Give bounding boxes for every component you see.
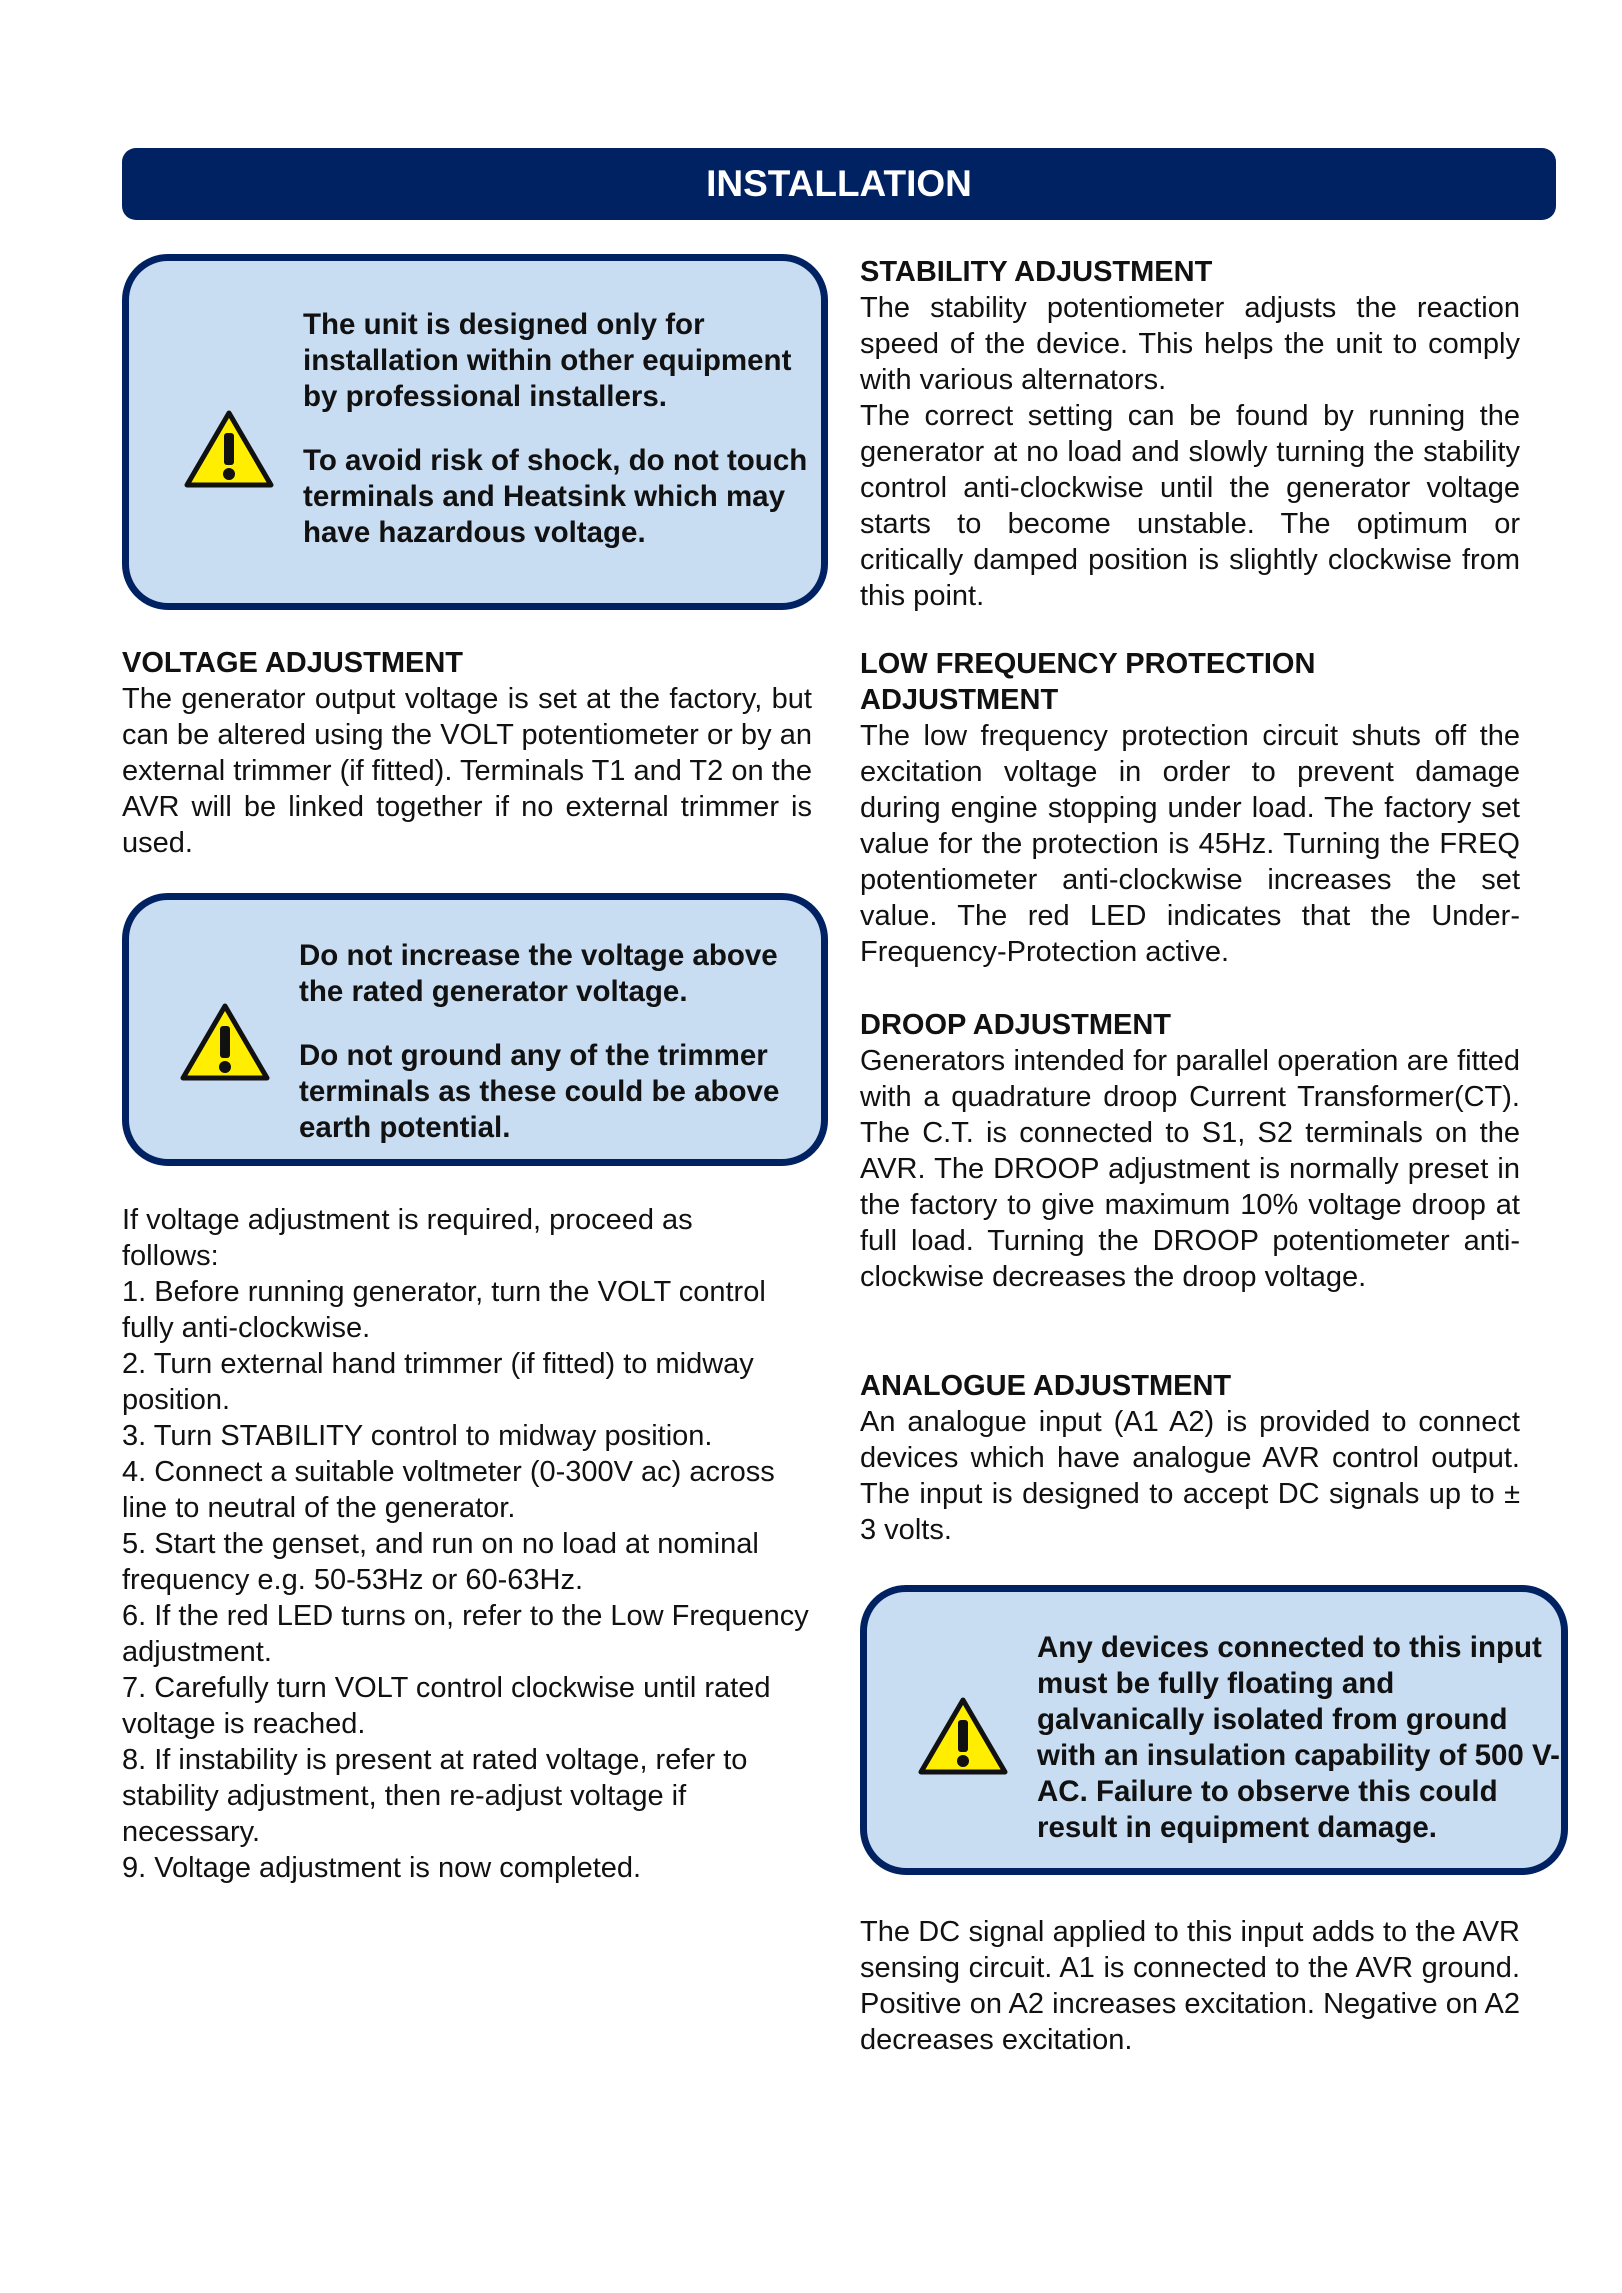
procedure-intro: If voltage adjustment is required, proceed as follows: xyxy=(122,1204,693,1272)
voltage-body: The generator output voltage is set at the factory, but can be altered using the VOLT potentiometer or by an external trimmer (if fitted). Terminals T1 and T2 on the AVR will be linked together if no external trimmer is used. xyxy=(122,683,812,859)
low-frequency-heading-line1: LOW FREQUENCY PROTECTION xyxy=(860,648,1316,680)
droop-body: Generators intended for parallel operation are fitted with a quadrature droop Current Transformer(CT). The C.T. is connected to S1, S2 terminals on the AVR. The DROOP adjustment is normally preset in the factory to give maximum 10% voltage droop at full load. Turning the DROOP potentiometer anti-clockwise decreases the droop voltage. xyxy=(860,1045,1520,1293)
procedure-steps xyxy=(122,1274,812,1886)
analogue-heading: ANALOGUE ADJUSTMENT xyxy=(860,1370,1232,1402)
procedure-step: 6. If the red LED turns on, refer to the Low Frequency adjustment. xyxy=(122,1600,809,1668)
warning-box-isolation xyxy=(860,1585,1568,1875)
warning-text-shock: To avoid risk of shock, do not touch terminals and Heatsink which may have hazardous voltage. xyxy=(303,444,808,549)
warning-text-ground-trimmer: Do not ground any of the trimmer terminals as these could be above earth potential. xyxy=(299,1039,780,1144)
low-frequency-heading-line2: ADJUSTMENT xyxy=(860,684,1059,716)
low-frequency-body: The low frequency protection circuit shuts off the excitation voltage in order to prevent damage during engine stopping under load. The factory set value for the protection is 45Hz. Turning the FREQ potentiometer anti-clockwise increases the set value. The red LED indicates that the Under-Frequency-Protection active. xyxy=(860,720,1520,968)
procedure-step: 7. Carefully turn VOLT control clockwise until rated voltage is reached. xyxy=(122,1672,771,1740)
page-title: INSTALLATION xyxy=(122,148,1556,220)
warning-text-rated-voltage: Do not increase the voltage above the rated generator voltage. xyxy=(299,939,778,1008)
warning-text-isolation: Any devices connected to this input must be fully floating and galvanically isolated from ground with an insulation capability of 500 V-AC. Failure to observe this could result in equipment damage. xyxy=(1037,1631,1560,1844)
dc-signal-body: The DC signal applied to this input adds to the AVR sensing circuit. A1 is connected to the AVR ground. Positive on A2 increases excitation. Negative on A2 decreases excitation. xyxy=(860,1916,1520,2056)
warning-triangle-icon xyxy=(183,409,275,489)
warning-triangle-icon xyxy=(917,1696,1009,1776)
procedure-step: 8. If instability is present at rated voltage, refer to stability adjustment, then re-adjust voltage if necessary. xyxy=(122,1744,748,1848)
analogue-body: An analogue input (A1 A2) is provided to connect devices which have analogue AVR control output. The input is designed to accept DC signals up to ± 3 volts. xyxy=(860,1406,1520,1546)
procedure-step: 1. Before running generator, turn the VOLT control fully anti-clockwise. xyxy=(122,1276,766,1344)
procedure-step: 9. Voltage adjustment is now completed. xyxy=(122,1852,642,1884)
procedure-step: 3. Turn STABILITY control to midway position. xyxy=(122,1420,713,1452)
warning-text-installers: The unit is designed only for installation within other equipment by professional installers. xyxy=(303,308,792,413)
stability-heading: STABILITY ADJUSTMENT xyxy=(860,256,1213,288)
warning-box-installers xyxy=(122,254,828,610)
procedure-step: 4. Connect a suitable voltmeter (0-300V ac) across line to neutral of the generator. xyxy=(122,1456,775,1524)
stability-body-2: The correct setting can be found by running the generator at no load and slowly turning the stability control anti-clockwise until the generator voltage starts to become unstable. The optimum or critically damped position is slightly clockwise from this point. xyxy=(860,400,1520,612)
low-frequency-heading xyxy=(860,646,1520,718)
procedure-step: 5. Start the genset, and run on no load at nominal frequency e.g. 50-53Hz or 60-63Hz. xyxy=(122,1528,759,1596)
droop-heading: DROOP ADJUSTMENT xyxy=(860,1009,1171,1041)
warning-triangle-icon xyxy=(179,1002,271,1082)
warning-box-voltage xyxy=(122,893,828,1166)
stability-body-1: The stability potentiometer adjusts the reaction speed of the device. This helps the unit to comply with various alternators. xyxy=(860,292,1520,396)
procedure-step: 2. Turn external hand trimmer (if fitted) to midway position. xyxy=(122,1348,754,1416)
voltage-heading: VOLTAGE ADJUSTMENT xyxy=(122,647,464,679)
